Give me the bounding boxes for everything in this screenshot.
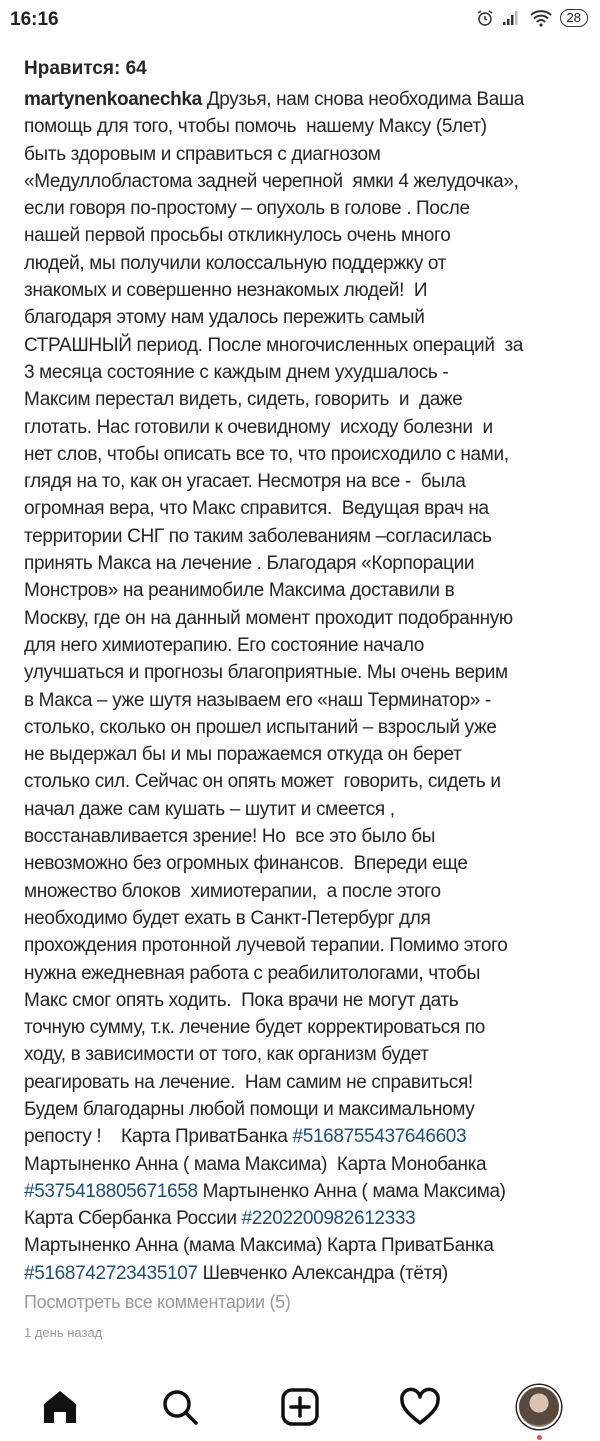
caption-line <box>24 414 596 441</box>
caption-line <box>24 495 596 522</box>
hashtag-link[interactable]: #2202200982612333 <box>241 1208 416 1230</box>
caption-line <box>24 577 596 604</box>
caption-text: нашей первой просьбы откликнулось очень много <box>24 225 451 247</box>
caption-text: глотать. Нас готовили к очевидному исходу болезни и <box>24 416 493 438</box>
notification-dot <box>537 1435 542 1440</box>
caption-line <box>24 659 596 686</box>
caption-text: если говоря по-простому – опухоль в голове . После <box>24 198 470 220</box>
caption-line <box>24 441 596 468</box>
caption-line <box>24 850 596 877</box>
caption-line <box>24 1260 596 1287</box>
caption-line <box>24 277 596 304</box>
caption-line <box>24 468 596 495</box>
signal-icon <box>502 10 522 26</box>
view-all-comments-link[interactable]: Посмотреть все комментарии (5) <box>24 1292 291 1312</box>
caption-line <box>24 905 596 932</box>
caption-text: начал даже сам кушать – шутит и смеется , <box>24 798 395 820</box>
caption-line <box>24 605 596 632</box>
caption-text: СТРАШНЫЙ период. После многочисленных операций за <box>24 334 524 356</box>
caption-text: восстанавливается зрение! Но все это было бы <box>24 826 436 848</box>
status-time: 16:16 <box>10 9 59 30</box>
caption-text: принять Макса на лечение . Благодаря «Корпорации <box>24 553 475 575</box>
caption-line <box>24 741 596 768</box>
hashtag-link[interactable]: #5168755437646603 <box>292 1126 467 1148</box>
status-icons <box>476 9 588 27</box>
caption-text: необходимо будет ехать в Санкт-Петербург для <box>24 907 431 929</box>
nav-home-button[interactable] <box>38 1385 82 1429</box>
profile-avatar <box>517 1385 561 1429</box>
plus-square-icon <box>280 1387 320 1427</box>
caption-text: Шевченко Александра (тётя) <box>197 1262 448 1284</box>
caption-line <box>24 222 596 249</box>
username-link[interactable]: martynenkoanechka <box>24 89 202 110</box>
home-icon <box>40 1387 80 1427</box>
caption-line <box>24 113 596 140</box>
caption-line <box>24 550 596 577</box>
caption-text: Карта Сбербанка России <box>24 1208 242 1230</box>
post-timestamp: 1 день назад <box>24 1325 103 1340</box>
caption-text: быть здоровым и справиться с диагнозом <box>24 143 381 165</box>
caption-text: множество блоков химиотерапии, а после этого <box>24 880 441 902</box>
caption-text: глядя на то, как он угасает. Несмотря на все - была <box>24 471 466 493</box>
caption-text: благодаря этому нам удалось пережить самый <box>24 307 425 329</box>
battery-level: 28 <box>560 9 588 27</box>
caption-line <box>24 1096 596 1123</box>
nav-profile-button[interactable] <box>517 1385 561 1429</box>
caption-line <box>24 1151 596 1178</box>
caption-text: Макс смог опять ходить. Пока врачи не могут дать <box>24 989 459 1011</box>
caption-text: Мартыненко Анна ( мама Максима) Карта Монобанка <box>24 1153 487 1175</box>
caption-text: огромная вера, что Макс справится. Ведущая врач на <box>24 498 489 520</box>
caption-line <box>24 1014 596 1041</box>
caption-text: столько сил. Сейчас он опять может говорить, сидеть и <box>24 771 501 793</box>
heart-icon <box>399 1387 441 1427</box>
caption-line <box>24 359 596 386</box>
caption-line <box>24 141 596 168</box>
caption-text: репосту ! Карта ПриватБанка <box>24 1126 293 1148</box>
caption-line <box>24 796 596 823</box>
caption-text: прохождения протонной лучевой терапии. Помимо этого <box>24 935 508 957</box>
caption-line <box>24 714 596 741</box>
caption-text: реагировать на лечение. Нам самим не справиться! <box>24 1071 473 1093</box>
caption-text: помощь для того, чтобы помочь нашему Максу (5лет) <box>24 116 487 138</box>
hashtag-link[interactable]: #5168742723435107 <box>24 1262 198 1284</box>
caption-line <box>24 932 596 959</box>
caption-line <box>24 632 596 659</box>
caption-text: знакомых и совершенно незнакомых людей! И <box>24 280 428 302</box>
caption-text: ходу, в зависимости от того, как организм будет <box>24 1044 429 1066</box>
caption-text: Мартыненко Анна (мама Максима) Карта ПриватБанка <box>24 1235 494 1257</box>
caption-line <box>24 768 596 795</box>
caption-line <box>24 687 596 714</box>
caption-text: нет слов, чтобы описать все то, что происходило с нами, <box>24 443 509 465</box>
caption-text: для него химиотерапию. Его состояние начало <box>24 634 425 656</box>
caption-line <box>24 1205 596 1232</box>
caption-line <box>24 1232 596 1259</box>
caption-text: невозможно без огромных финансов. Впереди еще <box>24 853 468 875</box>
alarm-icon <box>476 9 494 27</box>
caption-line <box>24 523 596 550</box>
status-bar <box>0 0 600 44</box>
caption-text: нужна ежедневная работа с реабилитологами, чтобы <box>24 962 481 984</box>
bottom-nav <box>0 1375 600 1441</box>
caption-text: «Медуллобластома задней черепной ямки 4 желудочка», <box>24 170 519 192</box>
caption-line <box>24 878 596 905</box>
search-icon <box>160 1387 200 1427</box>
caption-text: Будем благодарны любой помощи и максимальному <box>24 1098 475 1120</box>
post-caption <box>24 86 596 1287</box>
caption-line <box>24 304 596 331</box>
caption-text: столько, сколько он прошел испытаний – взрослый уже <box>24 716 497 738</box>
hashtag-link[interactable]: #5375418805671658 <box>24 1180 198 1202</box>
caption-text: точную сумму, т.к. лечение будет корректироваться по <box>24 1017 485 1039</box>
caption-line <box>24 1069 596 1096</box>
nav-search-button[interactable] <box>158 1385 202 1429</box>
caption-line <box>24 168 596 195</box>
likes-count[interactable]: Нравится: 64 <box>24 58 147 79</box>
caption-line <box>24 823 596 850</box>
caption-text: Монстров» на реанимобиле Максима доставили в <box>24 580 455 602</box>
caption-text: Максим перестал видеть, сидеть, говорить и даже <box>24 389 463 411</box>
caption-text: Мартыненко Анна ( мама Максима) <box>197 1180 506 1202</box>
caption-text: людей, мы получили колоссальную поддержку от <box>24 252 447 274</box>
caption-line <box>24 960 596 987</box>
caption-text: территории СНГ по таким заболеваниям –согласилась <box>24 525 492 547</box>
nav-new-post-button[interactable] <box>278 1385 322 1429</box>
caption-text: в Макса – уже шутя называем его «наш Терминатор» - <box>24 689 491 711</box>
caption-text: 3 месяца состояние с каждым днем ухудшалось - <box>24 361 449 383</box>
wifi-icon <box>530 9 552 27</box>
nav-activity-button[interactable] <box>398 1385 442 1429</box>
caption-line <box>24 250 596 277</box>
caption-line <box>24 386 596 413</box>
caption-line <box>24 332 596 359</box>
caption-line <box>24 86 596 113</box>
caption-line <box>24 1041 596 1068</box>
caption-text: Друзья, нам снова необходима Ваша <box>201 89 525 110</box>
caption-line <box>24 987 596 1014</box>
caption-line <box>24 195 596 222</box>
caption-text: не выдержал бы и мы поражаемся откуда он берет <box>24 744 462 766</box>
caption-line <box>24 1123 596 1150</box>
caption-line <box>24 1178 596 1205</box>
caption-text: улучшаться и прогнозы благоприятные. Мы очень верим <box>24 662 508 684</box>
caption-text: Москву, где он на данный момент проходит подобранную <box>24 607 513 629</box>
